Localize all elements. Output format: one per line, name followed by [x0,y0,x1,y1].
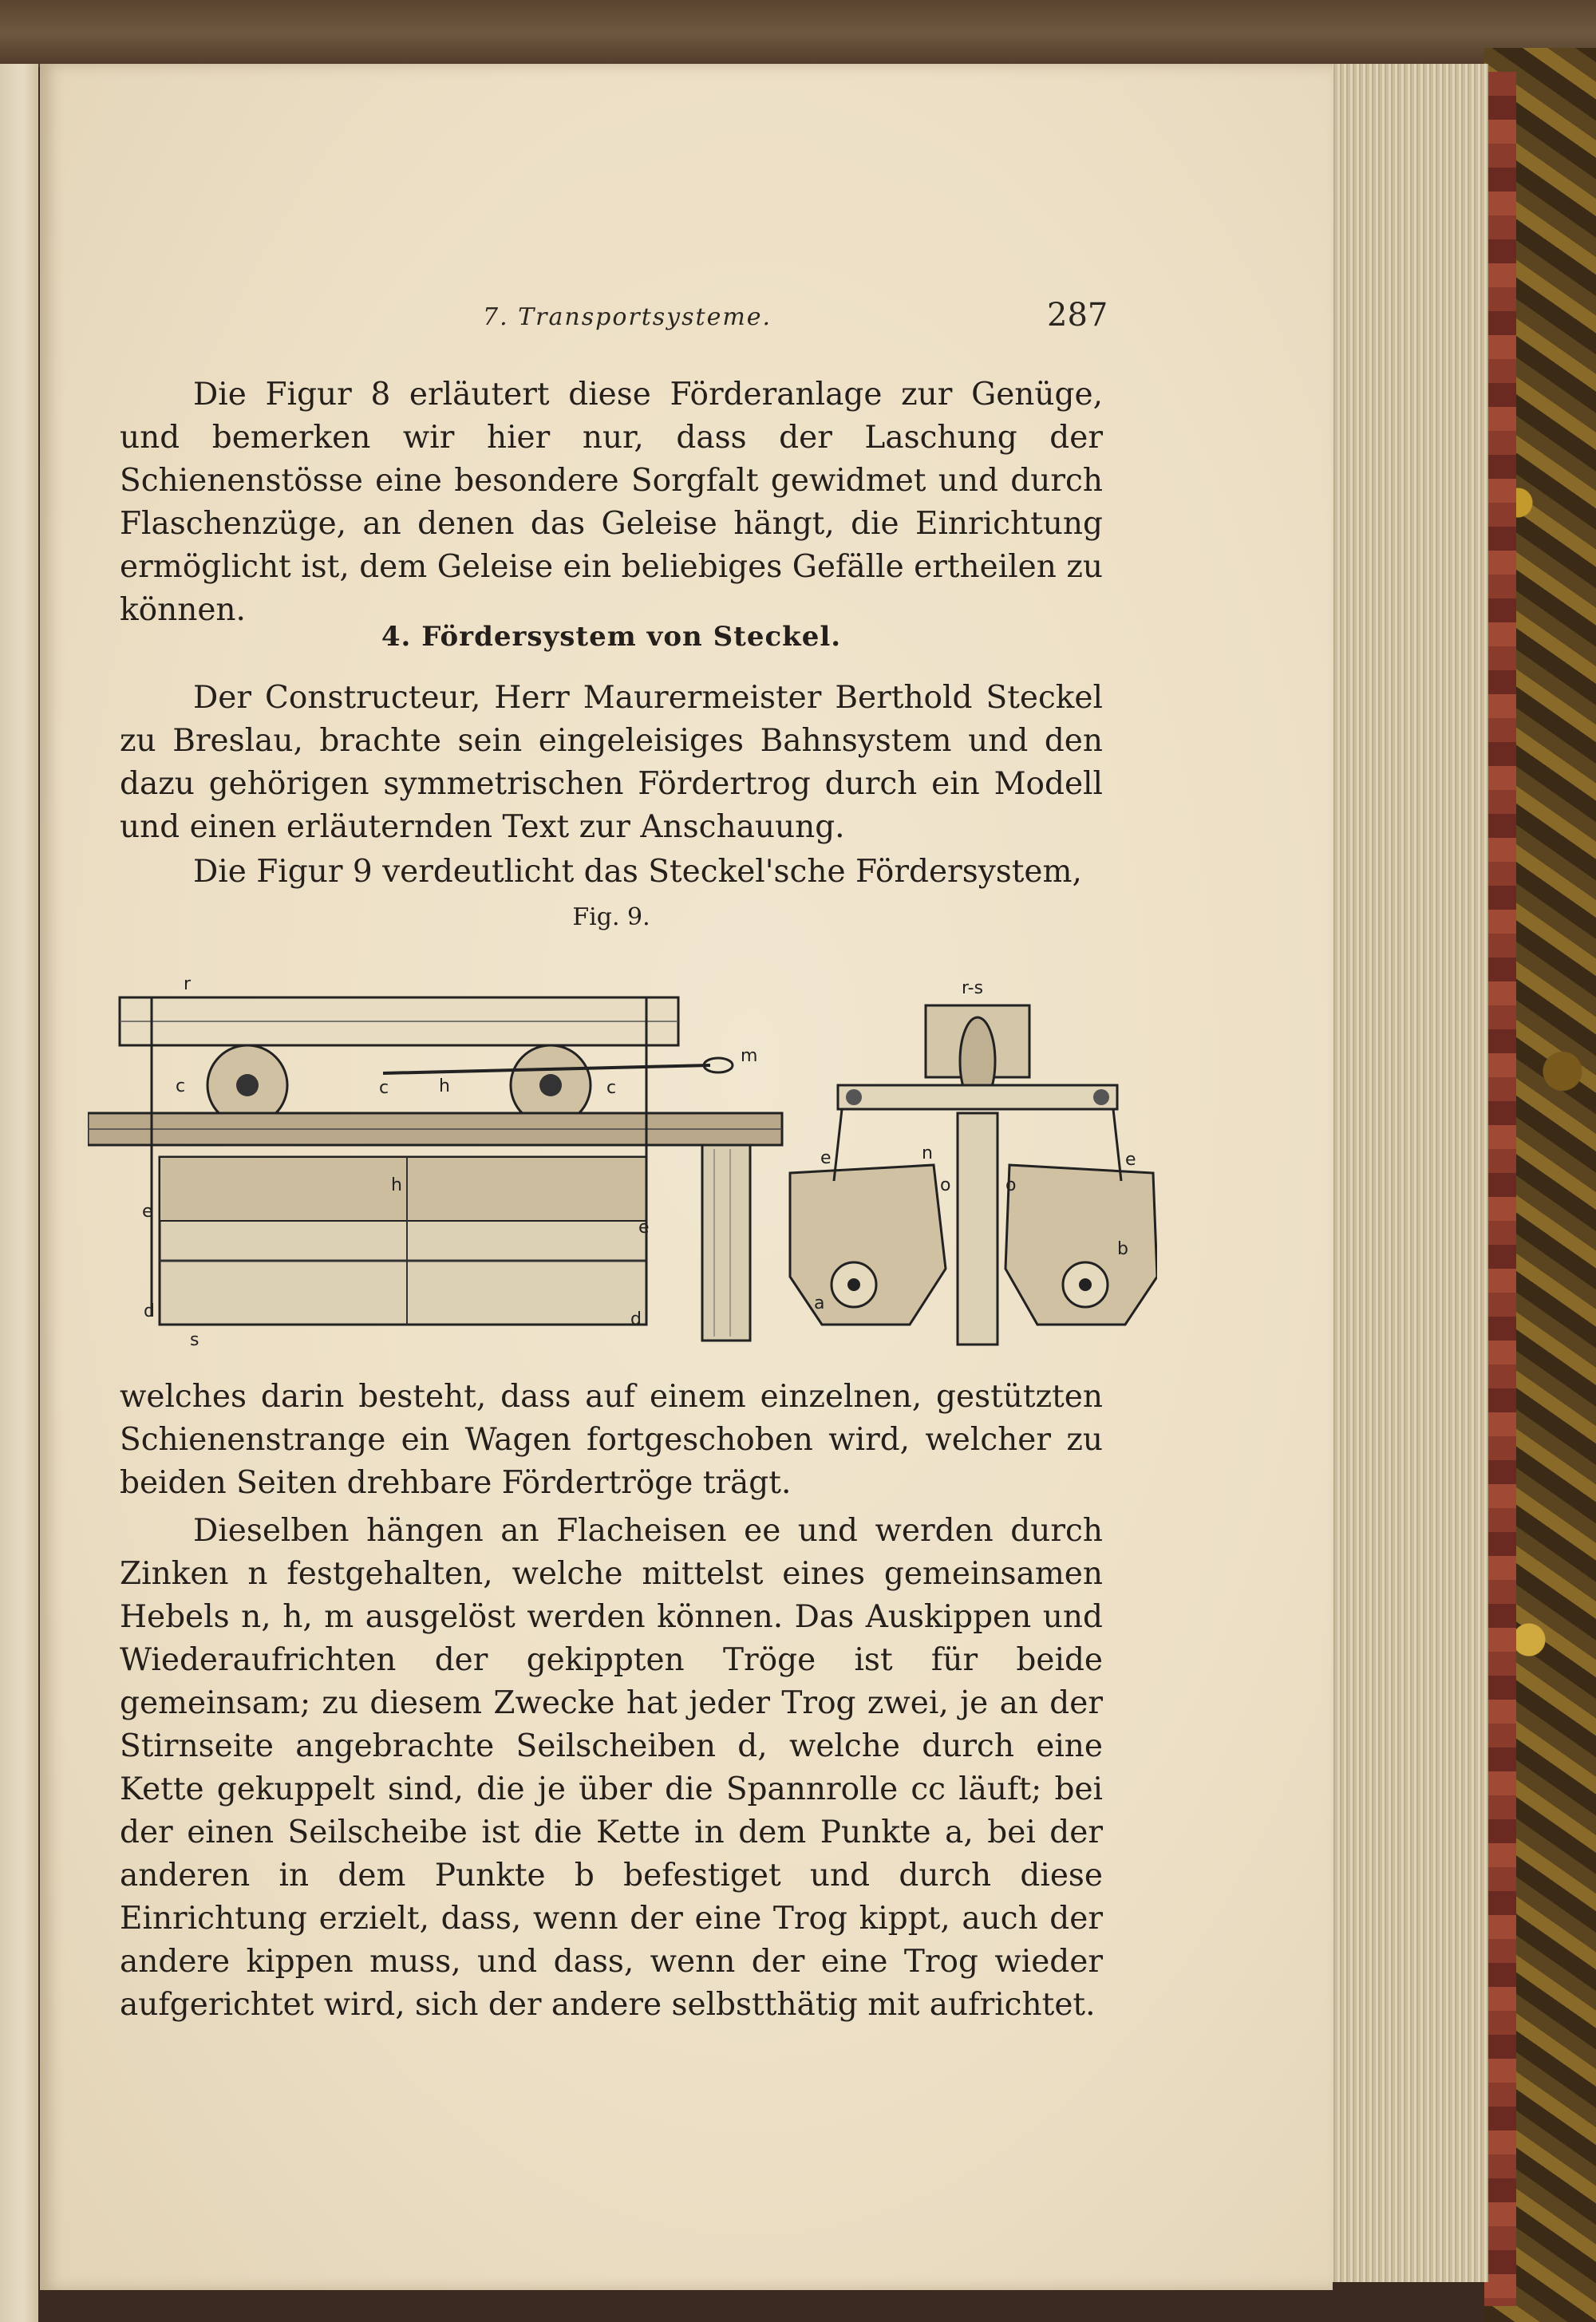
label-e-left: e [142,1202,153,1222]
paragraph-3 [120,851,1103,894]
paragraph-2 [120,677,1103,849]
label-a: a [814,1293,825,1313]
label-c-mid: c [379,1078,389,1098]
section-heading: 4. Fördersystem von Steckel. [381,621,842,653]
label-e-end-right: e [1125,1150,1136,1170]
label-m: m [741,1046,758,1066]
label-h-lower: h [391,1175,402,1195]
end-view [790,978,1157,1345]
facing-page-edge [0,64,38,2322]
rail-support-post [702,1145,750,1341]
paragraph-2-text: Der Constructeur, Herr Maurermeister Berthold Steckel zu Breslau, brachte sein eingeleisiges Bahnsystem und den dazu gehörigen symmetrischen Fördertrog durch ein Modell und einen erläuternden Text zur Anschauung. [120,680,1103,845]
paragraph-1 [120,373,1103,632]
paragraph-4 [120,1376,1103,1505]
book-cover-top [0,0,1596,67]
paragraph-4-text: welches darin besteht, dass auf einem einzelnen, gestützten Schienenstrange ein Wagen fortgeschoben wird, welcher zu beiden Seiten drehbare Fördertröge trägt. [120,1379,1103,1501]
label-c-left: c [176,1076,186,1096]
paragraph-5 [120,1510,1103,2027]
label-h-upper: h [439,1076,450,1096]
label-s: s [190,1330,200,1349]
label-b: b [1117,1239,1128,1259]
figure-9-illustration [88,973,1157,1349]
paragraph-1-text: Die Figur 8 erläutert diese Förderanlage zur Genüge, und bemerken wir hier nur, dass der Laschung der Schienenstösse eine besondere Sorgfalt gewidmet und durch Flaschenzüge, an denen das Geleise hängt, die Einrichtung ermöglicht ist, dem Geleise ein beliebiges Gefälle ertheilen zu können. [120,377,1103,628]
label-r-s: r-s [962,978,984,998]
side-view [88,974,782,1349]
paragraph-3-text: Die Figur 9 verdeutlicht das Steckel'sche Fördersystem, [193,854,1082,890]
label-e-right: e [638,1218,650,1238]
page-number: 287 [1047,297,1108,334]
label-d-right: d [630,1309,642,1329]
page-stack-edges [1329,64,1488,2282]
paragraph-5-text: Dieselben hängen an Flacheisen ee und werden durch Zinken n festgehalten, welche mittelst eines gemeinsamen Hebels n, h, m ausgelöst werden können. Das Auskippen und Wiederaufrichten der gekippten Tröge ist für beide gemeinsam; zu diesem Zwecke hat jeder Trog zwei, je an der Stirnseite angebrachte Seilscheiben d, welche durch eine Kette gekuppelt sind, die je über die Spannrolle cc läuft; bei der einen Seilscheibe ist die Kette in dem Punkte a, bei der anderen in dem Punkte b befestiget und durch diese Einrichtung erzielt, dass, wenn der eine Trog kippt, auch der andere kippen muss, und dass, wenn der eine Trog wieder aufgerichtet wird, sich der andere selbstthätig mit aufrichtet. [120,1513,1103,2023]
label-r: r [184,974,192,994]
book-spine-edge [1484,72,1516,2306]
end-view-crossbar [838,1085,1117,1109]
running-head: 7. Transportsysteme. [483,303,772,331]
label-e-end-left: e [820,1148,832,1168]
label-c-right: c [606,1078,617,1098]
figure-caption: Fig. 9. [572,903,650,931]
label-d-left: d [144,1301,155,1321]
label-o-right: o [1005,1175,1017,1195]
label-n: n [922,1143,933,1163]
end-view-post [958,1113,998,1345]
label-o-left: o [940,1175,951,1195]
